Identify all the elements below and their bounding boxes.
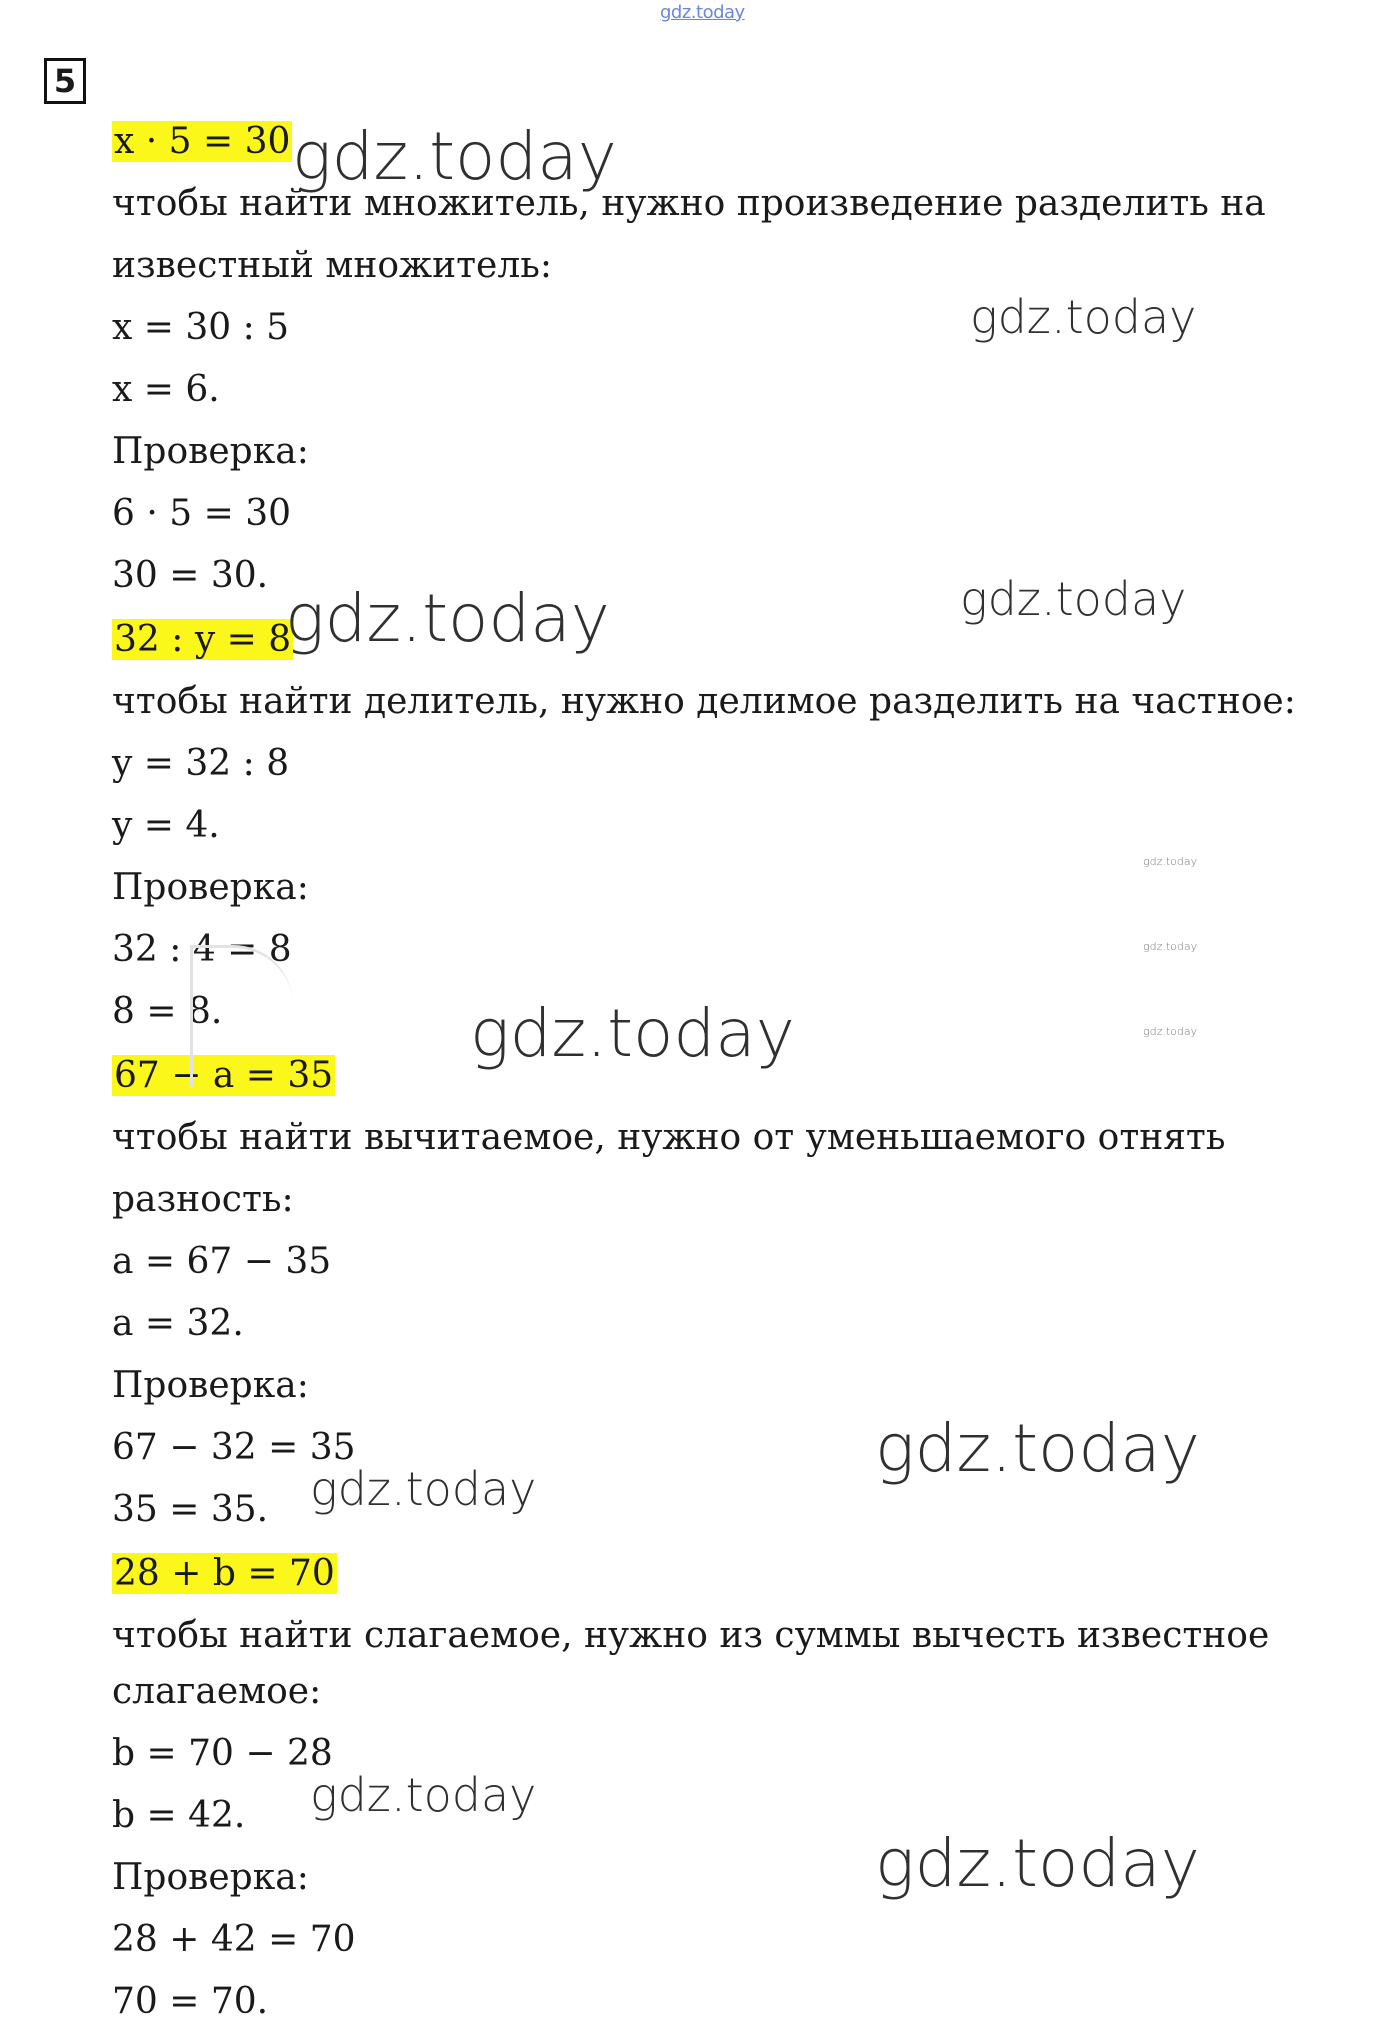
line-text: разность: bbox=[112, 1179, 294, 1220]
solution-line bbox=[112, 866, 309, 910]
line-text: 35 = 35. bbox=[112, 1489, 269, 1530]
watermark: gdz.today bbox=[875, 1410, 1200, 1487]
watermark: gdz.today bbox=[960, 572, 1187, 626]
solution-line bbox=[112, 1794, 245, 1838]
line-text: Проверка: bbox=[112, 1365, 309, 1406]
line-text: y = 32 : 8 bbox=[112, 743, 290, 784]
line-text: y = 4. bbox=[112, 805, 220, 846]
line-text: 6 · 5 = 30 bbox=[112, 493, 291, 534]
equation-highlighted bbox=[112, 1552, 337, 1596]
solution-line bbox=[112, 1670, 321, 1714]
equation-highlighted bbox=[112, 618, 293, 662]
solution-line bbox=[112, 1302, 244, 1346]
line-text: чтобы найти вычитаемое, нужно от уменьшаемого отнять bbox=[112, 1117, 1226, 1158]
line-text: 67 − a = 35 bbox=[114, 1055, 334, 1096]
watermark: gdz.today bbox=[310, 1768, 537, 1822]
line-text: x = 30 : 5 bbox=[112, 307, 290, 348]
line-text: 30 = 30. bbox=[112, 555, 269, 596]
solution-line bbox=[112, 1614, 1269, 1658]
solution-line bbox=[112, 368, 220, 412]
line-text: 32 : 4 = 8 bbox=[112, 929, 292, 970]
line-text: 32 : y = 8 bbox=[114, 619, 292, 660]
solution-line bbox=[112, 1178, 294, 1222]
solution-line bbox=[112, 1732, 333, 1776]
line-text: 67 − 32 = 35 bbox=[112, 1427, 356, 1468]
line-text: чтобы найти делитель, нужно делимое разделить на частное: bbox=[112, 681, 1296, 722]
solution-line bbox=[112, 492, 291, 536]
line-text: 28 + 42 = 70 bbox=[112, 1919, 356, 1960]
solution-line bbox=[112, 680, 1296, 724]
watermark: gdz.today bbox=[310, 1462, 537, 1516]
line-text: b = 70 − 28 bbox=[112, 1733, 333, 1774]
solution-line bbox=[112, 306, 289, 350]
line-text: 70 = 70. bbox=[112, 1981, 269, 2022]
line-text: Проверка: bbox=[112, 1857, 309, 1898]
watermark: gdz.today bbox=[470, 995, 795, 1072]
line-text: Проверка: bbox=[112, 867, 309, 908]
line-text: чтобы найти множитель, нужно произведение разделить на bbox=[112, 183, 1266, 224]
line-text: a = 67 − 35 bbox=[112, 1241, 332, 1282]
line-text: x · 5 = 30 bbox=[114, 121, 291, 162]
line-text: слагаемое: bbox=[112, 1671, 322, 1712]
solution-line bbox=[112, 1918, 356, 1962]
line-text: 28 + b = 70 bbox=[114, 1553, 335, 1594]
watermark: gdz.today bbox=[292, 118, 617, 195]
line-text: b = 42. bbox=[112, 1795, 246, 1836]
watermark-small: gdz.today bbox=[1143, 940, 1198, 953]
watermark-small: gdz.today bbox=[1143, 855, 1198, 868]
top-watermark-link: gdz.today bbox=[660, 2, 745, 23]
solution-line bbox=[112, 244, 552, 288]
faint-mark bbox=[190, 945, 293, 1088]
solution-line bbox=[112, 1240, 331, 1284]
watermark: gdz.today bbox=[285, 580, 610, 657]
solution-line bbox=[112, 430, 309, 474]
watermark: gdz.today bbox=[970, 290, 1197, 344]
line-text: известный множитель: bbox=[112, 245, 552, 286]
watermark-small: gdz.today bbox=[1143, 1025, 1198, 1038]
solution-line bbox=[112, 182, 1266, 226]
solution-line bbox=[112, 1856, 309, 1900]
line-text: x = 6. bbox=[112, 369, 220, 410]
solution-line bbox=[112, 554, 268, 598]
solution-line bbox=[112, 1364, 309, 1408]
task-number-box: 5 bbox=[44, 58, 86, 104]
line-text: a = 32. bbox=[112, 1303, 244, 1344]
solution-line bbox=[112, 804, 220, 848]
line-text: чтобы найти слагаемое, нужно из суммы вычесть известное bbox=[112, 1615, 1270, 1656]
solution-line bbox=[112, 1488, 268, 1532]
solution-line bbox=[112, 1980, 268, 2024]
watermark: gdz.today bbox=[875, 1825, 1200, 1902]
equation-highlighted bbox=[112, 120, 292, 164]
line-text: 8 = 8. bbox=[112, 991, 223, 1032]
solution-line bbox=[112, 1116, 1225, 1160]
line-text: Проверка: bbox=[112, 431, 309, 472]
solution-line bbox=[112, 742, 289, 786]
